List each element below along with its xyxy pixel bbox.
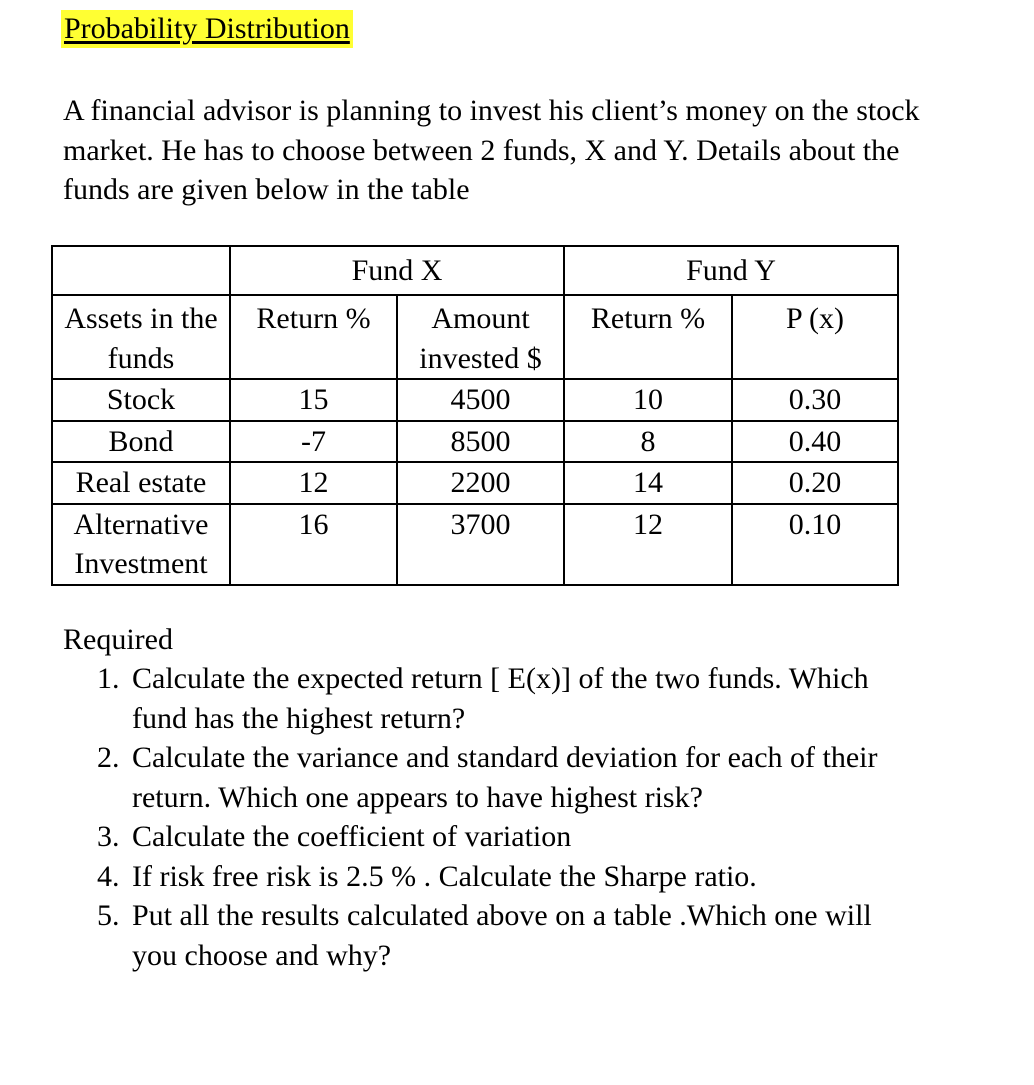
column-header-amount-invested: Amount invested $: [397, 295, 564, 379]
fund-x-return-cell: -7: [230, 421, 397, 463]
column-header-assets: Assets in the funds: [52, 295, 230, 379]
amount-cell: 8500: [397, 421, 564, 463]
fund-y-return-cell: 14: [564, 462, 732, 504]
fund-x-return-cell: 15: [230, 379, 397, 421]
list-item: [97, 659, 917, 738]
question-list: [97, 659, 917, 975]
question-number: 4.: [97, 859, 120, 893]
asset-cell: Stock: [52, 379, 230, 421]
column-header-probability: P (x): [732, 295, 898, 379]
question-number: 5.: [97, 899, 120, 932]
list-item: [97, 738, 917, 817]
asset-cell: Real estate: [52, 462, 230, 504]
intro-paragraph: A financial advisor is planning to invest his client’s money on the stock market. He has to choose between 2 funds, X and Y. Details about the funds are given below in the table: [63, 94, 920, 206]
question-number: 1.: [97, 662, 120, 695]
table-header-row: [52, 246, 898, 295]
question-text: Calculate the variance and standard deviation for each of their return. Which one appears to have highest risk?: [132, 741, 878, 814]
probability-cell: 0.10: [732, 504, 898, 585]
fund-x-header: Fund X: [230, 246, 564, 295]
question-text: Calculate the expected return [ E(x)] of the two funds. Which fund has the highest return?: [132, 662, 869, 735]
question-text: If risk free risk is 2.5 % . Calculate the Sharpe ratio.: [132, 859, 757, 893]
question-number: 2.: [97, 741, 120, 774]
fund-x-return-cell: 16: [230, 504, 397, 585]
probability-cell: 0.30: [732, 379, 898, 421]
required-heading: Required: [63, 623, 173, 656]
table-row: [52, 421, 898, 463]
list-item: [97, 857, 917, 897]
fund-y-return-cell: 12: [564, 504, 732, 585]
probability-cell: 0.20: [732, 462, 898, 504]
amount-cell: 4500: [397, 379, 564, 421]
column-header-fund-y-return: Return %: [564, 295, 732, 379]
question-text: Calculate the coefficient of variation: [132, 820, 572, 853]
list-item: [97, 817, 917, 857]
table-corner-cell: [52, 246, 230, 295]
fund-x-return-cell: 12: [230, 462, 397, 504]
asset-cell: Alternative Investment: [52, 504, 230, 585]
funds-table: [51, 245, 899, 586]
table-row: [52, 462, 898, 504]
question-text: Put all the results calculated above on a table .Which one will you choose and why?: [132, 899, 872, 972]
amount-cell: 2200: [397, 462, 564, 504]
amount-cell: 3700: [397, 504, 564, 585]
column-header-fund-x-return: Return %: [230, 295, 397, 379]
fund-y-header: Fund Y: [564, 246, 898, 295]
asset-cell: Bond: [52, 421, 230, 463]
table-row: [52, 379, 898, 421]
question-number: 3.: [97, 820, 120, 853]
fund-y-return-cell: 10: [564, 379, 732, 421]
fund-y-return-cell: 8: [564, 421, 732, 463]
table-row: [52, 504, 898, 585]
column-header-row: [52, 295, 898, 379]
page-title: Probability Distribution: [61, 10, 353, 48]
list-item: [97, 896, 917, 975]
probability-cell: 0.40: [732, 421, 898, 463]
